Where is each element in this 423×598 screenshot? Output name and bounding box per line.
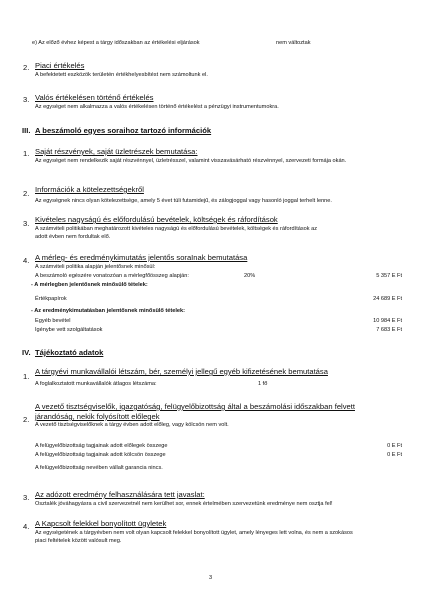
section-body: A számviteli politika alapján jelentősnek minősül: [35,264,156,270]
section-number: 2. [23,189,30,198]
section-title-liabilities: Információk a kötelezettségekről [35,185,144,194]
part-title-line-items: A beszámoló egyes soraihoz tartozó információk [35,126,212,135]
section-body: A befektetett eszközök területén értékhelyesbítést nem számoltunk el. [35,72,208,78]
board-loans-value: 0 E Ft [387,452,402,458]
board-advances-label: A felügyelőbizottság tagjainak adott előlegek összege [35,443,168,449]
section-title-headcount: A tárgyévi munkavállalói létszám, bér, személyi jellegű egyéb kifizetésének bemutatása [35,367,328,376]
threshold-value: 5 357 E Ft [376,273,402,279]
section-number: 4. [23,256,30,265]
section-title-own-shares: Saját részvények, saját üzletrészek bemutatása: [35,147,198,156]
page-number: 3 [209,575,213,581]
section-body: adott évben nem fordultak elő. [35,234,111,240]
income-statement-value: 10 984 E Ft [373,318,402,324]
section-number: 3. [23,219,30,228]
income-statement-item: Egyéb bevétel [35,318,71,324]
balance-sheet-item: Értékpapírok [35,296,67,302]
income-statement-header: - Az eredménykimutatásban jelentősnek minősülő tételek: [31,308,185,314]
balance-sheet-header: - A mérlegben jelentősnek minősülő tételek: [31,282,148,288]
section-body: Az egységnek nincs olyan kötelezettsége, amely 5 évet túli futamidejű, és zálogjoggal vagy hasonló joggal terhelt lenne. [35,198,332,204]
section-body: Az egységet nem rendelkezik saját részvénnyel, üzletrésszel, valamint visszavásárható részvénnyel, szervezeti formája okán. [35,158,347,164]
section-body: A vezető tisztségviselőknek a tárgy évben adott előleg, vagy kölcsön nem volt. [35,422,229,428]
section-number: 1. [23,149,30,158]
section-title-executive-advances-cont: járandóság, nekik folyósított előlegek [35,412,160,421]
headcount-value: 1 fő [258,381,268,387]
part-number: IV. [22,348,31,357]
section-number: 2. [23,415,30,424]
board-advances-value: 0 E Ft [387,443,402,449]
balance-sheet-value: 24 689 E Ft [373,296,402,302]
section-title-profit-allocation: Az adózott eredmény felhasználására tett javaslat: [35,490,205,499]
valuation-change-value: nem változtak [276,40,311,46]
threshold-percent: 20% [244,273,256,279]
section-title-exceptional-items: Kivételes nagyságú és előfordulású bevételek, költségek és ráfordítások [35,215,278,224]
section-body: Az egységet nem alkalmazza a valós értékelésen történő értékelést a pénzügyi instrumentumokra. [35,104,279,110]
valuation-change-label: e) Az előző évhez képest a tárgy időszakban az értékelési eljárások [32,40,200,46]
board-loans-label: A felügyelőbizottság tagjainak adott kölcsön összege [35,452,166,458]
threshold-label: A beszámoló egészére vonatozóan a mérlegfőösszeg alapján: [35,273,189,279]
part-number: III. [22,126,31,135]
section-title-executive-advances: A vezető tisztségviselők, igazgatóság, felügyelőbizottság által a beszámolási időszakban felvett [35,402,355,411]
section-title-fair-valuation: Valós értékelésen történő értékelés [35,93,154,102]
income-statement-value: 7 683 E Ft [376,327,402,333]
income-statement-item: Igénybe vett szolgáltatások [35,327,103,333]
part-title-information: Tájékoztató adatok [35,348,104,357]
section-number: 1. [23,372,30,381]
section-number: 4. [23,522,30,531]
headcount-label: A foglalkoztatott munkavállalók átlagos létszáma: [35,381,157,387]
guarantee-note: A felügyelőbizottság nevében vállalt garancia nincs. [35,465,163,471]
section-body: A számviteli politikában meghatározott kivételes nagyságú és előfordulású bevételek, költségek és ráfordítások az [35,226,318,232]
section-title-market-valuation: Piaci értékelés [35,61,85,70]
section-title-significant-items: A mérleg- és eredménykimutatás jelentős soraInak bemutatása [35,253,248,262]
section-number: 3. [23,493,30,502]
section-title-related-parties: A Kapcsolt felekkel bonyolított ügyletek [35,519,167,528]
section-body: piaci feltételek között valósult meg. [35,538,122,544]
section-body: Osztalék jóváhagyásra a civil szervezetnél nem kerülhet sor, ennek értelmében szervezetünk eredménye nem osztja fel! [35,501,333,507]
section-number: 2. [23,63,30,72]
section-body: Az egységetének a tárgyévben nem volt olyan kapcsolt felekkel bonyolított ügylet, amely lényeges lett volna, és nem a szokásos [35,530,353,536]
section-number: 3. [23,95,30,104]
